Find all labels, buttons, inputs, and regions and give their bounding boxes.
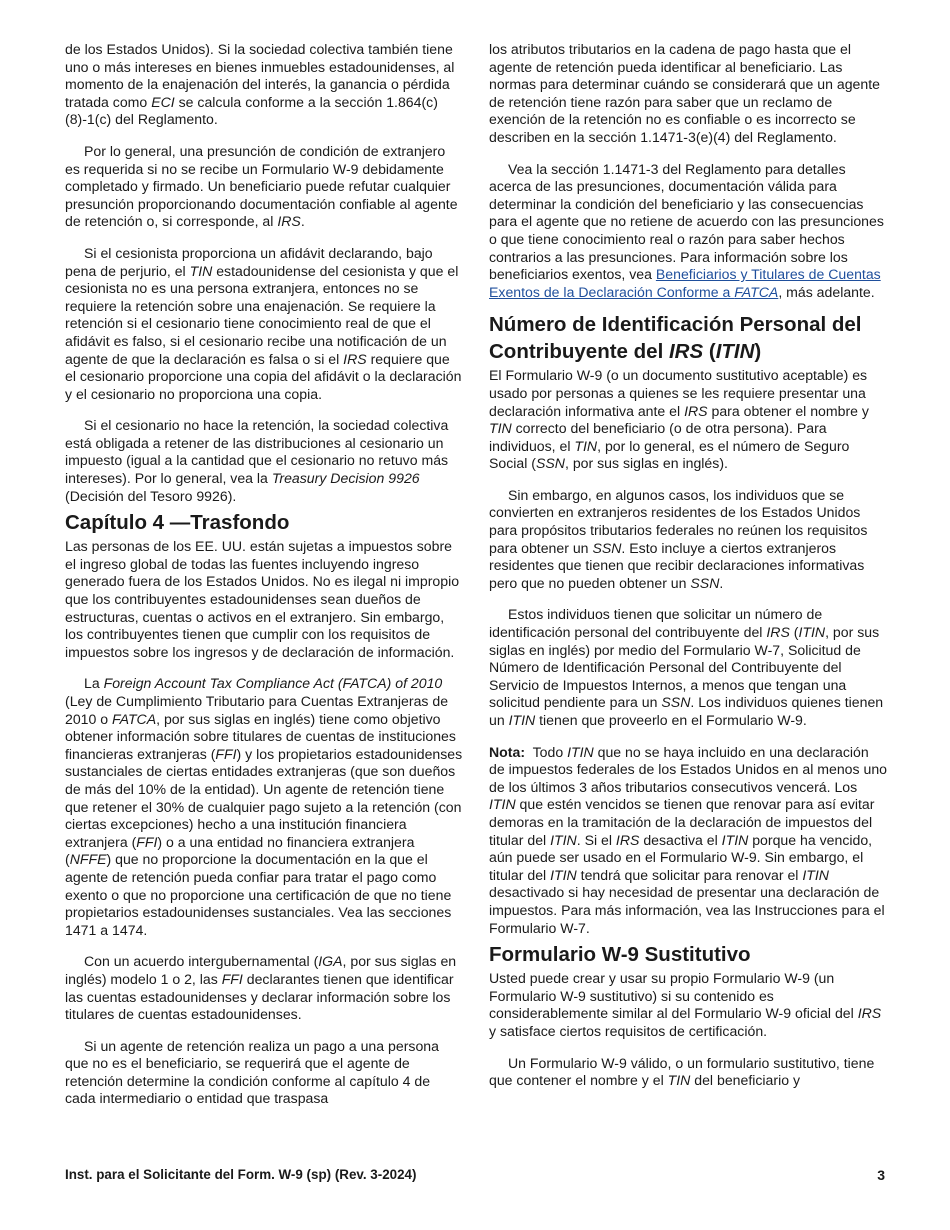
inline-emphasis: NFFE: [69, 851, 107, 868]
inline-emphasis: FFI: [215, 745, 237, 762]
inline-emphasis: ITIN: [721, 831, 749, 848]
inline-emphasis: ITIN: [567, 743, 594, 760]
inline-emphasis: TIN: [189, 262, 213, 279]
paragraph: Si el cesionista proporciona un afidávit declarando, bajo pena de perjurio, el TIN estadounidense del cesionista y que el cesionista no es una persona extranjera, entonces no se requiere la retención sobre una enajenación. Se requiere la retención si el cesionario tiene conocimiento real de que el afidávit es falso, si el cesionario recibe una notificación de un agente de que la declaración es falsa o si el IRS requiere que el cesionario proporcione una copia del afidávit o la declaración y el cesionario no proporciona una copia.: [65, 244, 462, 402]
exempt-payees-link[interactable]: Beneficiarios y Titulares de Cuentas Exentos de la Declaración Conforme a FATCA: [489, 266, 881, 300]
page-footer: [65, 1167, 885, 1182]
inline-emphasis: FATCA: [734, 283, 779, 300]
note-paragraph: Nota: Todo ITIN que no se haya incluido en una declaración de impuestos federales de los Estados Unidos en al menos uno de los últimos 3 años tributarios consecutivos vencerá. Los ITIN que estén vencidos se tienen que renovar para así evitar demoras en la tramitación de la declaración de impuestos del titular del ITIN. Si el IRS desactiva el ITIN porque ha vencido, aún puede ser usado en el Formulario W-9. Sin embargo, el titular del ITIN tendrá que solicitar para renovar el ITIN desactivado si hay necesidad de presentar una declaración de impuestos. Para más información, vea las Instrucciones para el Formulario W-7.: [489, 743, 887, 936]
inline-emphasis: IRS: [615, 831, 640, 848]
inline-emphasis: Foreign Account Tax Compliance Act (FATCA) of 2010: [103, 675, 443, 692]
paragraph: Sin embargo, en algunos casos, los individuos que se convierten en extranjeros residentes de los Estados Unidos para propósitos tributarios federales no reúnen los requisitos para obtener un SSN. Esto incluye a ciertos extranjeros residentes que tienen que recibir declaraciones informativas pero que no pueden obtener un SSN.: [489, 486, 868, 591]
paragraph: Si el cesionario no hace la retención, la sociedad colectiva está obligada a retener de las distribuciones al cesionario un impuesto (igual a la cantidad que el cesionario no retuvo más intereses). Por lo general, vea la Treasury Decision 9926 (Decisión del Tesoro 9926).: [65, 417, 449, 504]
inline-emphasis: IRS: [277, 213, 301, 230]
section-heading-itin: Número de Identificación Personal del Contribuyente del IRS (ITIN): [489, 313, 862, 364]
paragraph: Con un acuerdo intergubernamental (IGA, por sus siglas en inglés) modelo 1 o 2, las FFI declarantes tienen que identificar las cuentas estadounidenses y declarar información sobre los titulares de cuentas estadounidenses.: [65, 953, 457, 1023]
inline-emphasis: IRS: [857, 1005, 882, 1022]
right-column: [489, 41, 887, 1104]
inline-emphasis: SSN: [690, 574, 720, 591]
footer-title: Inst. para el Solicitante del Form. W-9 (sp) (Rev. 3-2024): [65, 1167, 417, 1182]
section-heading-formulario-sustitutivo: Formulario W-9 Sustitutivo: [489, 943, 751, 967]
inline-emphasis: ITIN: [508, 712, 536, 728]
paragraph: La Foreign Account Tax Compliance Act (FATCA) of 2010 (Ley de Cumplimiento Tributario para Cuentas Extranjeras de 2010 o FATCA, por sus siglas en inglés) tiene como objetivo obtener información sobre titulares de cuentas de instituciones financieras extranjeras (FFI) y los propietarios estadounidenses sustanciales de ciertas entidades extranjeras (que son dueños de más del 10% de la entidad). Un agente de retención tiene que retener el 30% de cualquier pago sujeto a la retención (con ciertas excepciones) hecho a una institución financiera extranjera (FFI) o a una entidad no financiera extranjera (NFFE) que no proporcione la documentación en la que el agente de retención pueda confiar para tratar el pago como exento o que no proporcione una certificación de que no tiene propietarios estadounidenses sustanciales. Vea las secciones 1471 a 1474.: [65, 675, 463, 938]
inline-emphasis: SSN: [592, 539, 622, 556]
inline-emphasis: SSN: [661, 694, 691, 711]
paragraph: Estos individuos tienen que solicitar un número de identificación personal del contribuyente del IRS (ITIN, por sus siglas en inglés) por medio del Formulario W-7, Solicitud de Número de Identificación Personal del Contribuyente del Servicio de Impuestos Internos, a menos que tengan una solicitud pendiente para un SSN. Los individuos quienes tienen un ITIN tienen que proveerlo en el Formulario W-9.: [489, 606, 884, 728]
inline-emphasis: ITIN: [715, 340, 755, 364]
inline-emphasis: IRS: [684, 402, 708, 419]
inline-emphasis: IRS: [343, 350, 367, 367]
paragraph-with-link: Vea la sección 1.1471-3 del Reglamento para detalles acerca de las presunciones, documentación válida para determinar la condición del beneficiario y las consecuencias para el agente que no retiene de acuerdo con las presunciones o que tiene conocimiento real o razón para saber hechos contrarios a las presunciones. Para información sobre los beneficiarios exentos, vea Beneficiarios y Titulares de Cuentas Exentos de la Declaración Conforme a FATCA, más adelante.: [489, 160, 884, 300]
inline-emphasis: ITIN: [489, 796, 516, 813]
inline-emphasis: IRS: [668, 340, 704, 364]
inline-emphasis: FATCA: [112, 710, 157, 727]
inline-emphasis: SSN: [536, 455, 565, 472]
inline-emphasis: IGA: [318, 953, 343, 970]
inline-emphasis: TIN: [574, 437, 598, 454]
page-number: 3: [877, 1167, 885, 1183]
inline-emphasis: Treasury Decision 9926: [271, 470, 420, 487]
paragraph: Por lo general, una presunción de condición de extranjero es requerida si no se recibe un Formulario W-9 debidamente completado y firmado. Un beneficiario puede refutar cualquier presunción proporcionando documentación confiable al agente de retención o, si corresponde, al IRS.: [65, 142, 458, 230]
inline-emphasis: ECI: [151, 93, 175, 110]
paragraph: Un Formulario W-9 válido, o un formulario sustitutivo, tiene que contener el nombre y el TIN del beneficiario y: [489, 1054, 875, 1089]
inline-emphasis: FFI: [221, 970, 243, 987]
paragraph: de los Estados Unidos). Si la sociedad colectiva también tiene uno o más intereses en bienes inmuebles estadounidenses, al momento de la enajenación del interés, la ganancia o pérdida tratada como ECI se calcula conforme a la sección 1.864(c)(8)-1(c) del Reglamento.: [65, 41, 455, 128]
inline-emphasis: ITIN: [802, 866, 829, 883]
inline-emphasis: FFI: [136, 833, 158, 850]
paragraph: Las personas de los EE. UU. están sujetas a impuestos sobre el ingreso global de todas las fuentes incluyendo ingreso generado fuera de los Estados Unidos. No es ilegal ni impropio que los contribuyentes estadounidenses sean dueños de estructuras, cuentas o activos en el extranjero. Sin embargo, los contribuyentes tienen que cumplir con los requisitos de impuestos sobre los ingresos y de declaración de información.: [65, 538, 460, 660]
inline-emphasis: IRS: [766, 624, 790, 641]
inline-emphasis: ITIN: [798, 624, 826, 641]
inline-emphasis: TIN: [667, 1072, 691, 1089]
paragraph: los atributos tributarios en la cadena de pago hasta que el agente de retención pueda identificar al beneficiario. Las normas para determinar cuándo se considerará que un agente de retención tiene razón para saber que un reclamo de exención de la retención no es confiable o es incorrecto se describen en la sección 1.1471-3(e)(4) del Reglamento.: [489, 41, 880, 145]
paragraph: Si un agente de retención realiza un pago a una persona que no es el beneficiario, se requerirá que el agente de retención determine la condición conforme al capítulo 4 de cada intermediario o entidad que traspasa: [65, 1037, 439, 1107]
paragraph: El Formulario W-9 (o un documento sustitutivo aceptable) es usado por personas a quienes se les requiere presentar una declaración informativa ante el IRS para obtener el nombre y TIN correcto del beneficiario (o de otra persona). Para individuos, el TIN, por lo general, es el número de Seguro Social (SSN, por sus siglas en inglés).: [489, 367, 869, 472]
section-heading-capitulo-4: Capítulo 4 —Trasfondo: [65, 511, 290, 535]
inline-emphasis: ITIN: [550, 831, 577, 848]
inline-emphasis: Nota:: [489, 743, 526, 760]
inline-emphasis: TIN: [489, 420, 512, 437]
left-column: [65, 41, 463, 1122]
paragraph: Usted puede crear y usar su propio Formulario W-9 (un Formulario W-9 sustitutivo) si su contenido es considerablemente similar al del Formulario W-9 oficial del IRS y satisface ciertos requisitos de certificación.: [489, 970, 882, 1039]
inline-emphasis: ITIN: [550, 866, 577, 883]
